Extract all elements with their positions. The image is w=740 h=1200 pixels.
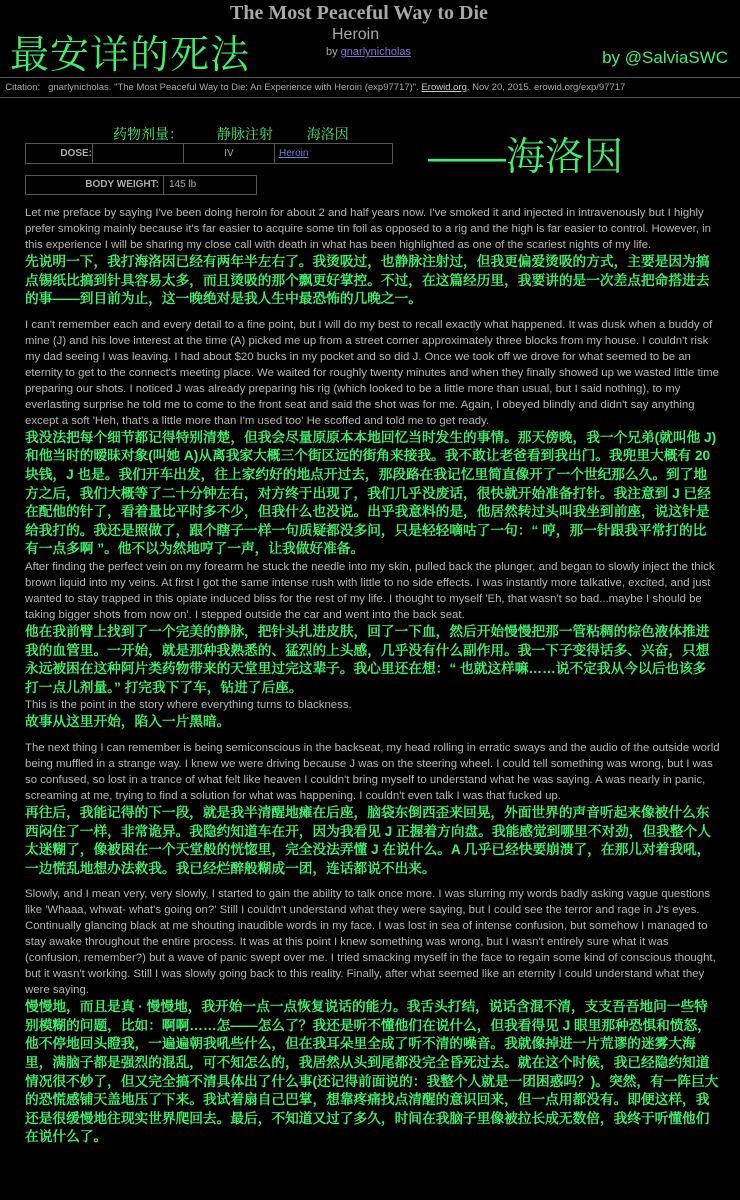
erowid-link[interactable]: Erowid.org bbox=[421, 82, 467, 93]
dose-label: DOSE: bbox=[26, 144, 93, 163]
paragraph-en: Slowly, and I mean very, very slowly, I started to gain the ability to talk once more. I was slurring my words badly asking vague questions like 'Whaaa, whwat- what's going on?' Still I couldn't understand what they were saying, but I could see the terror and rage in J's eyes. Continually glancing black at me shouting inaudible words in my face. I was lost in sea of intense confusion, but somehow I managed to stay awake throughout the entire process. It was at this point I knew something was wrong, but I wasn't entirely sure what it was (confusion, remember?) but a wave of panic swept over me. I tried smacking myself in the face to regain some kind of conscious thought, but it wasn't working. Still I was slowly going back to this reality. Finally, after what seemed like an eternity I could understand what they were saying. bbox=[25, 888, 716, 997]
paragraph-zh: 他在我前臂上找到了一个完美的静脉，把针头扎进皮肤，回了一下血，然后开始慢慢把那一管粘稠的棕色液体推进我的血管里。一开始，就是那种我熟悉的、猛烈的上头感，几乎没有什么副作用。我一下子变得话多、兴奋，只想永远被困在这种阿片类药物带来的天堂里过完这辈子。我心里还在想：“ 也就这样嘛……说不定我从今以后也该多打一点儿剂量。” 打完我下了车，钻进了后座。 bbox=[25, 623, 710, 695]
paragraph-zh: 慢慢地，而且是真 · 慢慢地，我开始一点一点恢复说话的能力。我舌头打结，说话含混不清，支支吾吾地问一些特别模糊的问题，比如：啊啊……怎——怎么了？我还是听不懂他们在说什么，但我看得见 J 眼里那种恐惧和愤怒，他不停地回头瞪我，一遍遍朝我吼些什么，但在我耳朵里全成了听不清的噪音。我就像掉进一片荒谬的迷雾大海里，满脑子都是强烈的混乱，可不知怎么的，我居然从头到尾都没完全昏死过去。就在这个时候，我已经隐约知道情况很不妙了，但又完全搞不清具体出了什么事(还记得前面说的：我整个人就是一团困惑吗？)。突然，有一阵巨大的恐慌感铺天盖地压了下来。我试着扇自己巴掌，想靠疼痛找点清醒的意识回来，但一点用都没有。即便这样，我还是很缓慢地往现实世界爬回去。最后，不知道又过了多久，时间在我脑子里像被拉长成无数倍，我终于听懂他们在说什么了。 bbox=[25, 999, 719, 1145]
body-weight-box bbox=[25, 175, 257, 195]
substance-heading-zh: ——海洛因 bbox=[428, 136, 624, 179]
body-weight-value: 145 lb bbox=[169, 179, 197, 190]
dose-table bbox=[25, 143, 393, 164]
dose-zh-route: 静脉注射 bbox=[216, 126, 273, 142]
paragraph-en: After finding the perfect vein on my forearm he stuck the needle into my skin, pulled back the plunger, and began to slowly inject the thick brown liquid into my veins. At first I got the same intense rush with little to no side effects. I was instantly more talkative, excited, and just wanted to stay trapped in this opiate induced bliss for the rest of my life. I thought to myself 'Eh, that wasn't so bad...maybe I should be taking bigger shots from now on'. I stepped outside the car and went into the back seat. bbox=[25, 560, 715, 621]
dose-substance bbox=[275, 144, 392, 163]
paragraph-zh: 先说明一下，我打海洛因已经有两年半左右了。我烫吸过，也静脉注射过，但我更偏爱烫吸的方式，主要是因为搞点锡纸比搞到针具容易太多，而且烫吸的那个飘更好掌控。不过，在这篇经历里，我要讲的是一次差点把命搭进去的事——到目前为止，这一晚绝对是我人生中最恐怖的几晚之一。 bbox=[25, 254, 710, 307]
paragraph-en: Let me preface by saying I've been doing heroin for about 2 and half years now. I've smoked it and injected in intravenously but I highly prefer smoking mainly because it's far easier to acquire some tin foil as opposed to a rig and the high is far easier to control. However, in this experience I will be sharing my close call with death in what has been highlighted as one of the scariest nights of my life. bbox=[25, 207, 711, 251]
byline-prefix: by bbox=[326, 46, 338, 58]
heroin-link[interactable]: Heroin bbox=[279, 148, 309, 159]
body-weight-label: BODY WEIGHT: bbox=[26, 176, 164, 194]
author-link[interactable]: gnarlynicholas bbox=[340, 46, 412, 58]
paragraph-en: This is the point in the story where everything turns to blackness. bbox=[25, 699, 352, 712]
dose-amount bbox=[93, 144, 184, 163]
report-body bbox=[25, 205, 720, 1147]
paragraph-zh: 再往后，我能记得的下一段，就是我半清醒地瘫在后座，脑袋东倒西歪来回晃，外面世界的声音听起来像被什么东西闷住了一样，非常诡异。我隐约知道车在开，因为我看见 J 正握着方向盘。我能感觉到哪里不对劲，但我整个人太迷糊了，像被困在一个天堂般的恍惚里，完全没法弄懂 J 在说什么。A 几乎已经快要崩溃了，在那儿对着我吼，一边慌乱地想办法救我。我已经烂醉般糊成一团，连话都说不出来。 bbox=[25, 804, 711, 876]
page-title: The Most Peaceful Way to Die bbox=[230, 2, 488, 24]
dose-zh-substance: 海洛因 bbox=[306, 126, 349, 142]
dose-translation bbox=[113, 124, 379, 144]
paragraph-en: The next thing I can remember is being semiconscious in the backseat, my head rolling in erratic sways and the audio of the outside world being muffled in a strange way. I knew we were driving because J was on the steering wheel. I could tell something was wrong, but I was so confused, so lost in a trance of what felt like heaven I couldn't bring myself to understand what he was saying. A was nearly in panic, screaming at me, trying to find a solution for what was happening. I couldn't even talk I was that fucked up. bbox=[25, 741, 720, 802]
paragraph-zh: 故事从这里开始，陷入一片黑暗。 bbox=[25, 714, 231, 730]
dose-route: IV bbox=[184, 144, 275, 163]
paragraph-en: I can't remember each and every detail to a fine point, but I will do my best to recall exactly what happened. It was dusk when a buddy of mine (J) and his love interest at the time (A) picked me up from a street corner approximately three blocks from my house. I couldn't risk my dad seeing I was leaving. I had about $20 bucks in my pocket and so did J. Once we took off we drove for what seemed to be an eternity to get to the connect's meeting place. We waited for roughly twenty minutes and when they finally showed up we wasted little time preparing our shots. I noticed J was already preparing his rig (which looked to be a little more than usual, but I said nothing), to my everlasting surprise he told me to come to the front seat and said the shot was for me. Again, I obeyed blindly and didn't say anything except a soft 'Heh, that's a little more than I'm used too' He scoffed and told me to get ready. bbox=[25, 318, 720, 427]
citation-label: Citation: bbox=[5, 82, 41, 93]
paragraph-zh: 我没法把每个细节都记得特别清楚，但我会尽量原原本本地回忆当时发生的事情。那天傍晚，我一个兄弟(就叫他 J)和他当时的暧昧对象(叫她 A)从离我家大概三个街区远的街角来接我。我不敢让老爸看到我出门。我兜里大概有 20 块钱，J 也是。我们开车出发，往上家约好的地点开过去，那段路在我记忆里简直像开了一个世纪那么久。到了地方之后，我们大概等了二十分钟左右，对方终于出现了，我们几乎没废话，很快就开始准备打针。我注意到 J 已经在配他的针了，看着量比平时多不少，但我什么也没说。出乎我意料的是，他居然转过头叫我坐到前座，说这针是给我打的。我还是照做了，跟个瞎子一样一句质疑都没多问，只是轻轻嘀咕了一句：“ 哼，那一针跟我平常打的比有一点多啊 ”。他不以为然地哼了一声，让我做好准备。 bbox=[25, 429, 717, 557]
translator-credit: by @SalviaSWC bbox=[602, 48, 728, 67]
citation-rest: . Nov 20, 2015. erowid.org/exp/97717 bbox=[466, 82, 626, 93]
author-byline bbox=[326, 46, 411, 58]
citation-text: gnarlynicholas. "The Most Peaceful Way to Die: An Experience with Heroin (exp97717)". bbox=[48, 82, 419, 93]
substance-subtitle: Heroin bbox=[332, 26, 380, 43]
citation-bar bbox=[0, 77, 740, 98]
dose-zh-label: 药物剂量： bbox=[113, 126, 183, 142]
chinese-title: 最安详的死法 bbox=[10, 34, 251, 77]
